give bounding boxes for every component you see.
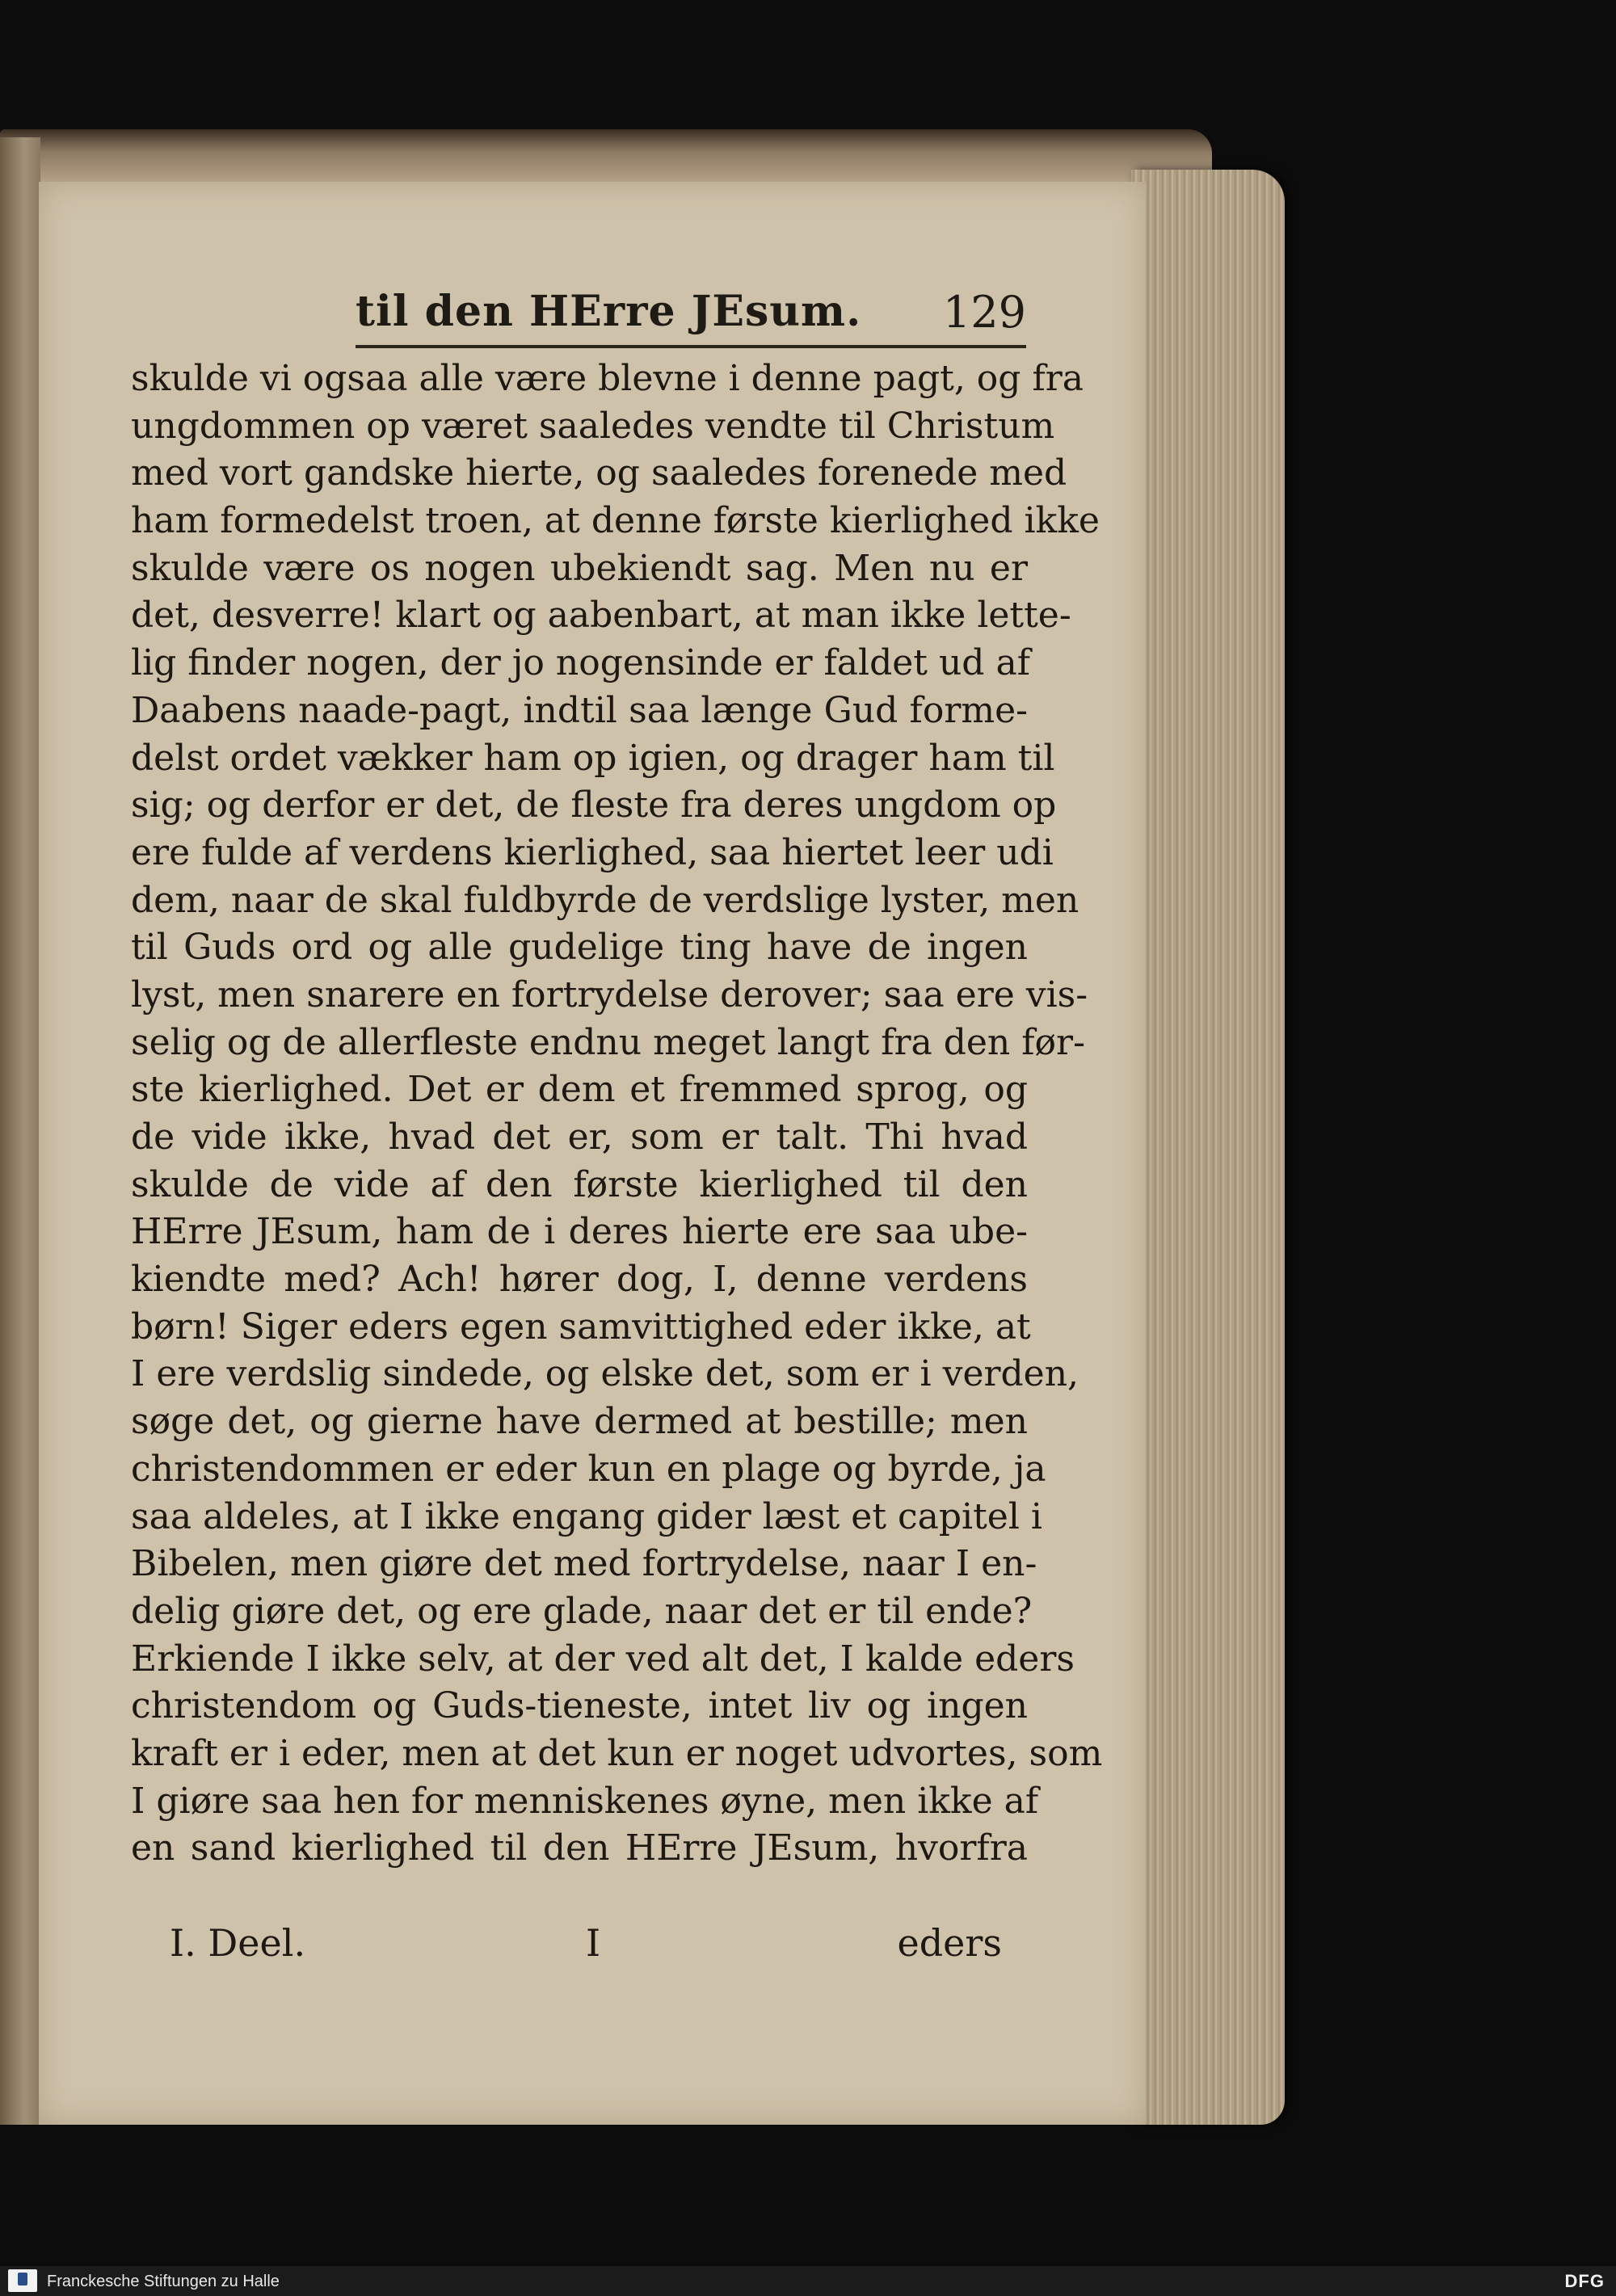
text-line: skulde være os nogen ubekiendt sag. Men nu er: [131, 547, 1028, 589]
text-line: kraft er i eder, men at det kun er noget udvortes, som: [131, 1732, 1103, 1774]
text-line: til Guds ord og alle gudelige ting have de ingen: [131, 927, 1028, 969]
running-head: til den HErre JEsum.: [356, 287, 862, 336]
page-block-edges: [1131, 170, 1285, 2125]
text-line: Daabens naade-pagt, indtil saa længe Gud forme-: [131, 689, 1028, 731]
text-line: kiendte med? Ach! hører dog, I, denne verdens: [131, 1259, 1028, 1301]
text-line: HErre JEsum, ham de i deres hierte ere saa ube-: [131, 1211, 1028, 1253]
text-line: christendommen er eder kun en plage og byrde, ja: [131, 1448, 1046, 1490]
signature-mark: I. Deel.: [170, 1921, 306, 1965]
text-line: med vort gandske hierte, og saaledes forenede med: [131, 452, 1067, 494]
institution-logo-icon: [8, 2269, 37, 2292]
text-line: ham formedelst troen, at denne første kierlighed ikke: [131, 500, 1100, 542]
book-top-edge: [0, 129, 1212, 186]
text-line: Erkiende I ikke selv, at der ved alt det, I kalde eders: [131, 1638, 1075, 1680]
funder-logo: DFG: [1564, 2271, 1605, 2291]
text-line: selig og de allerfleste endnu meget langt fra den før-: [131, 1021, 1085, 1063]
text-line: en sand kierlighed til den HErre JEsum, hvorfra: [131, 1827, 1028, 1869]
page-header: [307, 287, 1026, 343]
header-rule: [356, 345, 1026, 348]
text-line: dem, naar de skal fuldbyrde de verdslige lyster, men: [131, 879, 1079, 921]
text-line: Bibelen, men giøre det med fortrydelse, naar I en-: [131, 1543, 1037, 1585]
text-line: det, desverre! klart og aabenbart, at man ikke lette-: [131, 595, 1071, 637]
text-line: skulde vi ogsaa alle være blevne i denne pagt, og fra: [131, 358, 1084, 399]
text-line: lyst, men snarere en fortrydelse derover; saa ere vis-: [131, 973, 1088, 1016]
text-line: ere fulde af verdens kierlighed, saa hiertet leer udi: [131, 831, 1054, 873]
institution-name: Franckesche Stiftungen zu Halle: [47, 2273, 280, 2290]
text-line: lig finder nogen, der jo nogensinde er faldet ud af: [131, 642, 1030, 684]
text-line: de vide ikke, hvad det er, som er talt. Thi hvad: [131, 1116, 1028, 1158]
text-line: delig giøre det, og ere glade, naar det er til ende?: [131, 1590, 1033, 1632]
text-line: skulde de vide af den første kierlighed til den: [131, 1163, 1028, 1205]
catchword: eders: [897, 1921, 1002, 1965]
text-line: børn! Siger eders egen samvittighed eder ikke, at: [131, 1306, 1031, 1348]
page-number: 129: [942, 287, 1026, 338]
text-line: I ere verdslig sindede, og elske det, som er i verden,: [131, 1353, 1079, 1395]
text-line: delst ordet vækker ham op igien, og drager ham til: [131, 737, 1055, 779]
text-line: christendom og Guds-tieneste, intet liv og ingen: [131, 1685, 1028, 1727]
text-line: søge det, og gierne have dermed at bestille; men: [131, 1401, 1028, 1443]
text-line: ungdommen op været saaledes vendte til Christum: [131, 405, 1055, 447]
text-line: sig; og derfor er det, de fleste fra deres ungdom op: [131, 784, 1057, 826]
text-line: I giøre saa hen for menniskenes øyne, men ikke af: [131, 1780, 1039, 1822]
text-line: ste kierlighed. Det er dem et fremmed sprog, og: [131, 1069, 1028, 1111]
viewer-footer-bar: [0, 2266, 1616, 2296]
facing-page-edge: [0, 137, 40, 2125]
body-text: [131, 355, 1103, 1873]
gathering-mark: I: [586, 1921, 601, 1965]
page-footer: [137, 1921, 1002, 1978]
text-line: saa aldeles, at I ikke engang gider læst et capitel i: [131, 1495, 1042, 1537]
